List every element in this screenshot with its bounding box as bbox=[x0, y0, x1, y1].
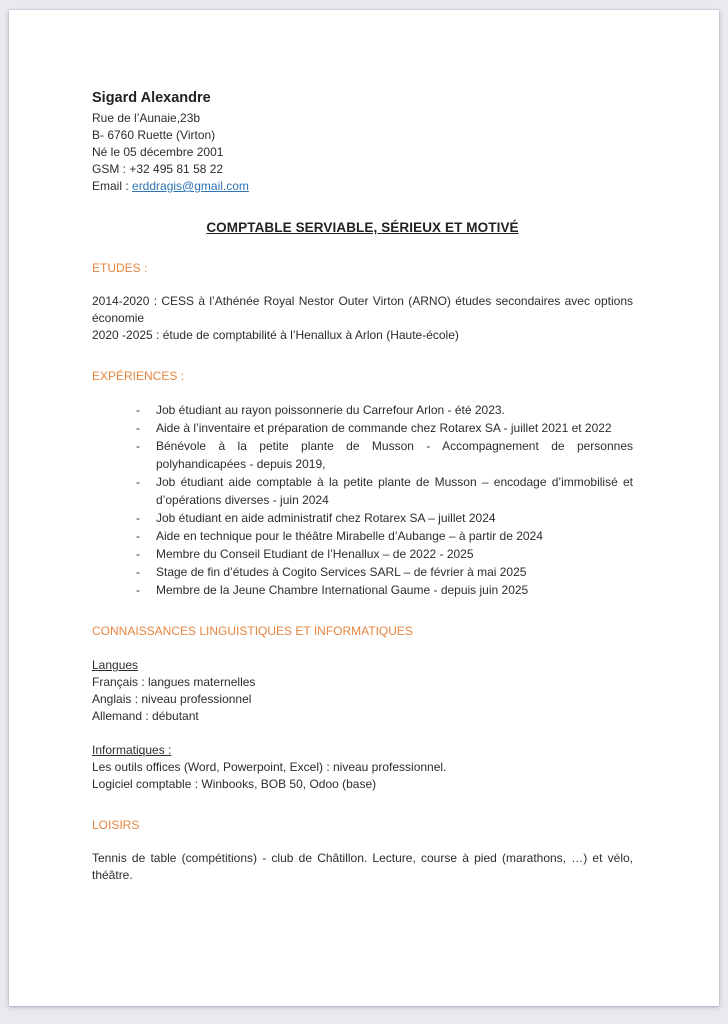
address-line-1: Rue de l’Aunaie,23b bbox=[92, 111, 201, 125]
experience-item: - Job étudiant en aide administratif chez Rotarex SA – juillet 2024 bbox=[136, 511, 496, 525]
phone-line: GSM : +32 495 81 58 22 bbox=[92, 162, 224, 176]
birthdate-line: Né le 05 décembre 2001 bbox=[92, 145, 224, 159]
loisirs-text: Tennis de table (compétitions) - club de Châtillon. Lecture, course à pied (marathons, …) et vélo, théâtre. bbox=[92, 851, 633, 882]
langue-line: Français : langues maternelles bbox=[92, 675, 256, 689]
cv-page bbox=[9, 10, 719, 1006]
person-name: Sigard Alexandre bbox=[92, 90, 211, 106]
section-loisirs bbox=[92, 817, 633, 884]
cv-title: COMPTABLE SERVIABLE, SÉRIEUX ET MOTIVÉ bbox=[206, 220, 519, 235]
experience-item: - Stage de fin d’études à Cogito Services SARL – de février à mai 2025 bbox=[136, 565, 527, 579]
experience-item: - Membre du Conseil Etudiant de l’Henallux – de 2022 - 2025 bbox=[136, 547, 474, 561]
email-link[interactable]: erddragis@gmail.com bbox=[132, 179, 249, 193]
section-connaissances bbox=[92, 623, 633, 793]
etudes-heading: ETUDES : bbox=[92, 261, 148, 275]
email-line bbox=[92, 178, 633, 195]
bullet-dash: - bbox=[136, 403, 140, 417]
bullet-dash: - bbox=[136, 547, 140, 561]
experience-item: - Membre de la Jeune Chambre International Gaume - depuis juin 2025 bbox=[136, 583, 529, 597]
section-experiences bbox=[92, 368, 633, 599]
informatiques-subheading: Informatiques : bbox=[92, 743, 172, 757]
bullet-dash: - bbox=[136, 511, 140, 525]
experience-item: - Job étudiant aide comptable à la petite plante de Musson – encodage d’immobilisé et d’opérations diverses - juin 2024 bbox=[136, 475, 633, 507]
experiences-list bbox=[92, 401, 633, 599]
email-label: Email : bbox=[92, 179, 133, 193]
etudes-line: 2014-2020 : CESS à l’Athénée Royal Nestor Outer Virton (ARNO) études secondaires avec options économie bbox=[92, 294, 633, 325]
bullet-dash: - bbox=[136, 421, 140, 435]
informatique-line: Les outils offices (Word, Powerpoint, Excel) : niveau professionnel. bbox=[92, 760, 447, 774]
bullet-dash: - bbox=[136, 529, 140, 543]
section-etudes bbox=[92, 260, 633, 344]
experience-item: - Aide à l’inventaire et préparation de commande chez Rotarex SA - juillet 2021 et 2022 bbox=[136, 421, 612, 435]
experience-item: - Bénévole à la petite plante de Musson - Accompagnement de personnes polyhandicapées - depuis 2019, bbox=[136, 439, 633, 471]
langues-block bbox=[92, 657, 633, 725]
bullet-dash: - bbox=[136, 475, 140, 489]
bullet-dash: - bbox=[136, 583, 140, 597]
bullet-dash: - bbox=[136, 565, 140, 579]
langue-line: Anglais : niveau professionnel bbox=[92, 692, 252, 706]
contact-block bbox=[92, 88, 633, 195]
langues-subheading: Langues bbox=[92, 658, 139, 672]
address-line-2: B- 6760 Ruette (Virton) bbox=[92, 128, 216, 142]
informatiques-block bbox=[92, 742, 633, 793]
bullet-dash: - bbox=[136, 439, 140, 453]
informatique-line: Logiciel comptable : Winbooks, BOB 50, Odoo (base) bbox=[92, 777, 377, 791]
experiences-heading: EXPÉRIENCES : bbox=[92, 369, 185, 383]
loisirs-heading: LOISIRS bbox=[92, 818, 140, 832]
connaissances-heading: CONNAISSANCES LINGUISTIQUES ET INFORMATIQUES bbox=[92, 624, 413, 638]
langue-line: Allemand : débutant bbox=[92, 709, 199, 723]
etudes-line: 2020 -2025 : étude de comptabilité à l’Henallux à Arlon (Haute-école) bbox=[92, 328, 459, 342]
experience-item: - Job étudiant au rayon poissonnerie du Carrefour Arlon - été 2023. bbox=[136, 403, 505, 417]
experience-item: - Aide en technique pour le théâtre Mirabelle d’Aubange – à partir de 2024 bbox=[136, 529, 543, 543]
